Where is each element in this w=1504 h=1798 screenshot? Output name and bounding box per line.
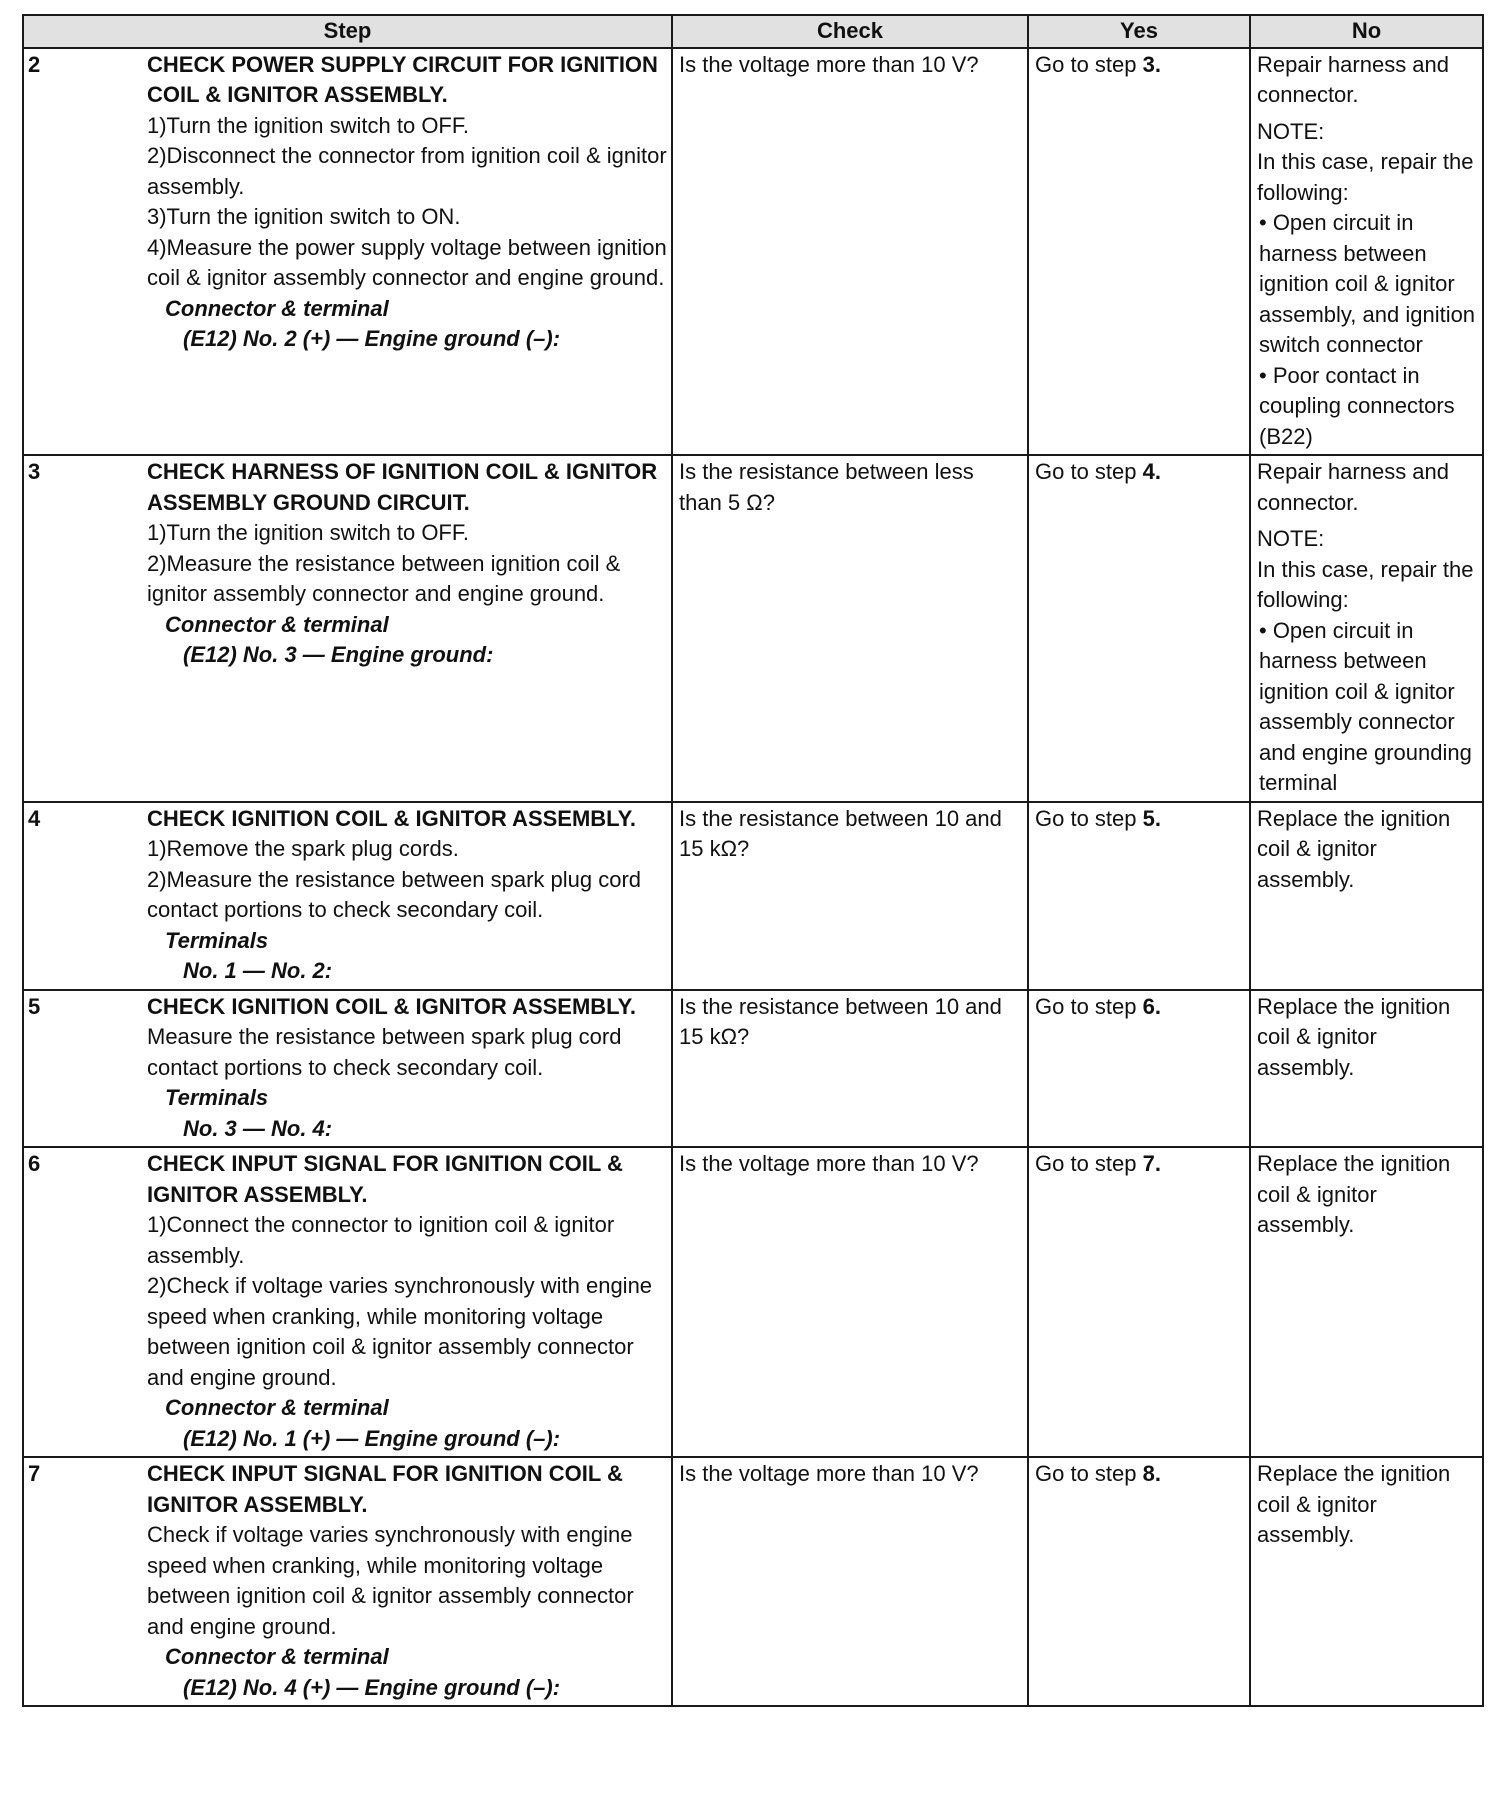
terminal-label: Connector & terminal xyxy=(165,1644,389,1669)
yes-action xyxy=(1028,48,1250,456)
no-action xyxy=(1250,1147,1483,1457)
terminal-spec: No. 1 — No. 2: xyxy=(183,958,333,983)
step-number: 5 xyxy=(23,990,141,1148)
yes-step-number: 7. xyxy=(1142,1151,1161,1176)
terminal-spec: (E12) No. 4 (+) — Engine ground (–): xyxy=(183,1674,561,1700)
check-question: Is the resistance between 10 and 15 kΩ? xyxy=(672,802,1028,990)
diagnostic-procedure-table xyxy=(22,14,1482,1707)
header-yes: Yes xyxy=(1028,15,1250,48)
table-row xyxy=(23,990,1483,1148)
no-note-intro: In this case, repair the following: xyxy=(1257,149,1474,205)
step-instructions xyxy=(141,802,672,990)
no-action xyxy=(1250,802,1483,990)
step-title: CHECK IGNITION COIL & IGNITOR ASSEMBLY. xyxy=(147,993,636,1019)
step-number: 7 xyxy=(23,1457,141,1706)
check-question: Is the voltage more than 10 V? xyxy=(672,1457,1028,1706)
terminal-spec: (E12) No. 2 (+) — Engine ground (–): xyxy=(183,326,561,351)
yes-prefix: Go to step xyxy=(1035,459,1143,484)
no-main: Replace the ignition coil & ignitor assembly. xyxy=(1257,805,1451,892)
no-note-intro: In this case, repair the following: xyxy=(1257,556,1474,612)
yes-action xyxy=(1028,1147,1250,1457)
step-title: CHECK INPUT SIGNAL FOR IGNITION COIL & IGNITOR ASSEMBLY. xyxy=(147,1151,623,1207)
yes-action xyxy=(1028,802,1250,990)
no-note-label: NOTE: xyxy=(1257,526,1325,551)
step-line: 4)Measure the power supply voltage between ignition coil & ignitor assembly connector and engine ground. xyxy=(147,234,667,290)
header-check: Check xyxy=(672,15,1028,48)
check-question: Is the voltage more than 10 V? xyxy=(672,48,1028,456)
terminal-label: Terminals xyxy=(165,927,269,953)
step-number: 3 xyxy=(23,455,141,802)
step-number: 2 xyxy=(23,48,141,456)
table-row xyxy=(23,802,1483,990)
yes-prefix: Go to step xyxy=(1035,1461,1143,1486)
yes-action xyxy=(1028,455,1250,802)
step-line: 1)Turn the ignition switch to OFF. xyxy=(147,112,469,138)
step-title: CHECK HARNESS OF IGNITION COIL & IGNITOR ASSEMBLY GROUND CIRCUIT. xyxy=(147,459,658,515)
step-line: 2)Disconnect the connector from ignition coil & ignitor assembly. xyxy=(147,143,667,199)
check-question: Is the resistance between 10 and 15 kΩ? xyxy=(672,990,1028,1148)
step-title: CHECK IGNITION COIL & IGNITOR ASSEMBLY. xyxy=(147,805,636,831)
step-number: 4 xyxy=(23,802,141,990)
terminal-label: Connector & terminal xyxy=(165,295,389,321)
check-question: Is the voltage more than 10 V? xyxy=(672,1147,1028,1457)
table-row xyxy=(23,1457,1483,1706)
no-bullet: • Open circuit in harness between ignition coil & ignitor assembly, and ignition switch connector xyxy=(1259,210,1476,357)
yes-step-number: 5. xyxy=(1142,805,1161,831)
header-no: No xyxy=(1250,15,1483,48)
yes-step-number: 6. xyxy=(1142,993,1161,1019)
step-title: CHECK INPUT SIGNAL FOR IGNITION COIL & IGNITOR ASSEMBLY. xyxy=(147,1461,623,1517)
no-action xyxy=(1250,1457,1483,1706)
no-bullet: • Open circuit in harness between ignition coil & ignitor assembly connector and engine grounding terminal xyxy=(1259,617,1472,795)
step-line: 3)Turn the ignition switch to ON. xyxy=(147,204,461,229)
no-main: Replace the ignition coil & ignitor assembly. xyxy=(1257,1461,1451,1547)
terminal-spec: (E12) No. 3 — Engine ground: xyxy=(183,642,494,667)
yes-action xyxy=(1028,1457,1250,1706)
yes-prefix: Go to step xyxy=(1035,51,1143,77)
no-bullet: • Poor contact in coupling connectors (B22) xyxy=(1259,362,1455,449)
step-line: Check if voltage varies synchronously with engine speed when cranking, while monitoring voltage between ignition coil & ignitor assembly connector and engine ground. xyxy=(147,1522,634,1639)
step-line: 2)Check if voltage varies synchronously with engine speed when cranking, while monitoring voltage between ignition coil & ignitor assembly connector and engine ground. xyxy=(147,1273,653,1390)
step-line: 1)Turn the ignition switch to OFF. xyxy=(147,520,469,545)
no-main: Replace the ignition coil & ignitor assembly. xyxy=(1257,993,1451,1080)
terminal-spec: No. 3 — No. 4: xyxy=(183,1115,333,1141)
step-line: Measure the resistance between spark plug cord contact portions to check secondary coil. xyxy=(147,1024,622,1080)
terminal-label: Connector & terminal xyxy=(165,611,389,637)
step-instructions xyxy=(141,48,672,456)
yes-prefix: Go to step xyxy=(1035,805,1143,831)
yes-prefix: Go to step xyxy=(1035,993,1143,1019)
terminal-label: Terminals xyxy=(165,1085,269,1110)
steps-table xyxy=(22,14,1484,1707)
header-step: Step xyxy=(23,15,672,48)
step-line: 2)Measure the resistance between spark plug cord contact portions to check secondary coil. xyxy=(147,866,642,922)
step-instructions xyxy=(141,1147,672,1457)
step-line: 1)Remove the spark plug cords. xyxy=(147,836,459,861)
yes-step-number: 8. xyxy=(1142,1461,1161,1486)
no-note-label: NOTE: xyxy=(1257,118,1325,144)
table-row xyxy=(23,455,1483,802)
step-line: 1)Connect the connector to ignition coil & ignitor assembly. xyxy=(147,1212,615,1268)
terminal-spec: (E12) No. 1 (+) — Engine ground (–): xyxy=(183,1425,561,1451)
no-action xyxy=(1250,990,1483,1148)
terminal-label: Connector & terminal xyxy=(165,1395,389,1420)
step-instructions xyxy=(141,1457,672,1706)
no-main: Repair harness and connector. xyxy=(1257,459,1450,515)
no-action xyxy=(1250,48,1483,456)
step-number: 6 xyxy=(23,1147,141,1457)
header-row xyxy=(23,15,1483,48)
yes-step-number: 4. xyxy=(1142,459,1161,484)
yes-prefix: Go to step xyxy=(1035,1151,1143,1176)
no-main: Replace the ignition coil & ignitor assembly. xyxy=(1257,1151,1451,1237)
step-instructions xyxy=(141,990,672,1148)
no-main: Repair harness and connector. xyxy=(1257,51,1450,107)
no-action xyxy=(1250,455,1483,802)
step-instructions xyxy=(141,455,672,802)
step-line: 2)Measure the resistance between ignition coil & ignitor assembly connector and engine ground. xyxy=(147,550,621,606)
table-row xyxy=(23,1147,1483,1457)
step-title: CHECK POWER SUPPLY CIRCUIT FOR IGNITION COIL & IGNITOR ASSEMBLY. xyxy=(147,51,658,107)
yes-step-number: 3. xyxy=(1142,51,1161,77)
yes-action xyxy=(1028,990,1250,1148)
check-question: Is the resistance between less than 5 Ω? xyxy=(672,455,1028,802)
table-row xyxy=(23,48,1483,456)
